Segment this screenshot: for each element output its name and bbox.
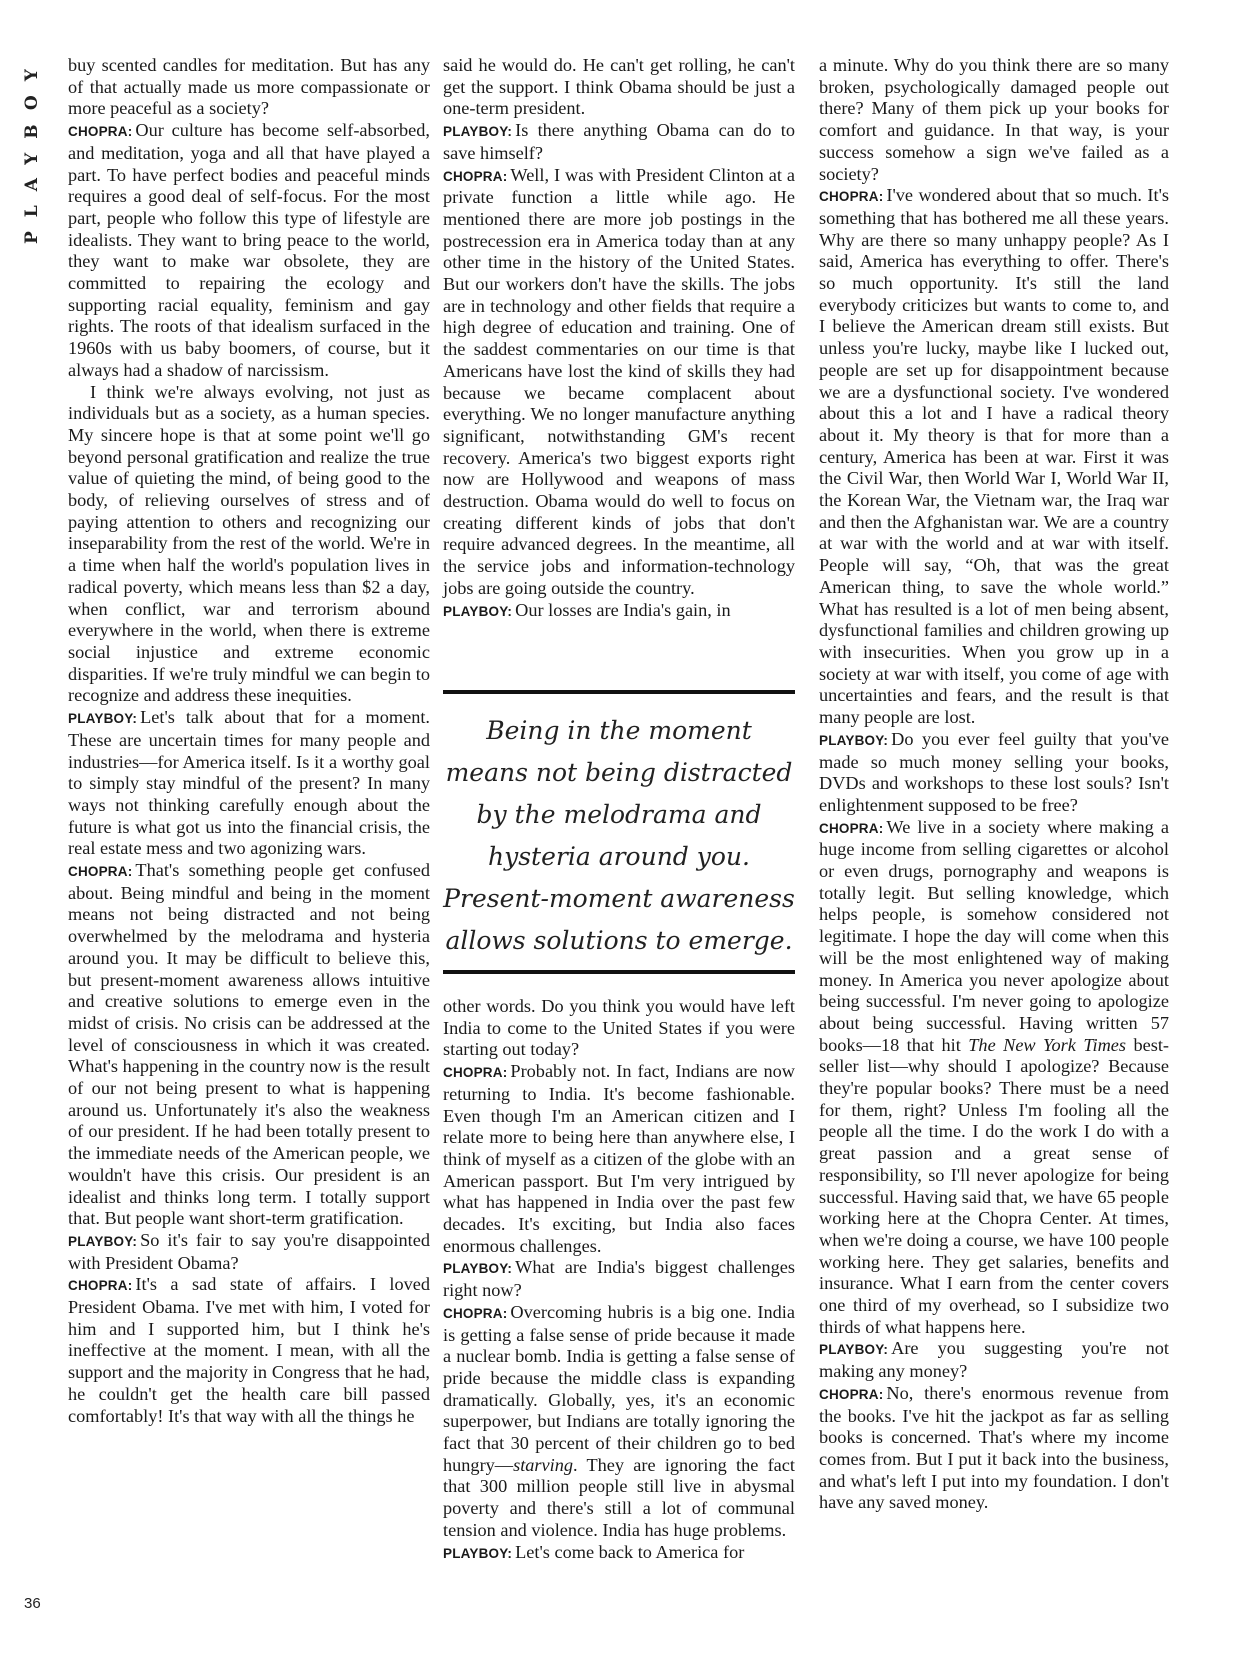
speaker-label: PLAYBOY:: [68, 711, 138, 727]
paragraph: other words. Do you think you would have left India to come to the United States if you were starting out today?: [443, 996, 795, 1060]
paragraph-text: That's something people get confused about. Being mindful and being in the moment means not being distracted and not being overwhelmed by the melodrama and hysteria around you. It may be difficult to believe this, but present-moment awareness allows intuitive and creative solutions to emerge even in the midst of crisis. No crisis can be addressed at the level of consciousness in which it was created. What's happening in the country now is the result of our not being present to what is happening around us. Unfortunately it's also the weakness of our president. If he had been totally present to the immediate needs of the American people, we wouldn't have this crisis. Our president is an idealist and thinks long term. I totally support that. But people want short-term gratification.: [68, 860, 430, 1229]
paragraph: [443, 1542, 795, 1565]
paragraph: [443, 165, 795, 600]
speaker-label: PLAYBOY:: [819, 732, 889, 748]
paragraph: [443, 600, 795, 623]
speaker-label: PLAYBOY:: [443, 1261, 513, 1277]
speaker-label: CHOPRA:: [819, 1386, 884, 1402]
speaker-label: CHOPRA:: [443, 168, 508, 184]
paragraph: [68, 860, 430, 1230]
speaker-label: CHOPRA:: [443, 1305, 508, 1321]
speaker-label: PLAYBOY:: [443, 603, 513, 619]
paragraph: a minute. Why do you think there are so many broken, psychologically damaged people out there? Many of them pick up your books for comfort and guidance. In that way, is your success somehow a sign we've failed as a society?: [819, 55, 1169, 184]
paragraph-text: Overcoming hubris is a big one. India is getting a false sense of pride because it made a nuclear bomb. India is getting a false sense of pride because the middle class is expanding dramatically. Globally, yes, it's an economic superpower, but Indians are totally ignoring the fact that 30 percent of their children go to bed hungry—: [443, 1301, 795, 1475]
speaker-label: CHOPRA:: [443, 1065, 508, 1081]
article-column-2-top: [443, 55, 795, 622]
paragraph-text: Are you suggesting you're not making any money?: [819, 1338, 1169, 1382]
paragraph: I think we're always evolving, not just as individuals but as a society, as a human species. My sincere hope is that at some point we'll go beyond personal gratification and realize the true value of quieting the mind, of being good to the body, of relieving ourselves of stress and of paying attention to others and recognizing our inseparability from the rest of the world. We're in a time when half the world's population lives in radical poverty, which means less than $2 a day, when conflict, war and terrorism abound everywhere in the world, when there is extreme social injustice and extreme economic disparities. If we're truly mindful we can begin to recognize and address these inequities.: [68, 381, 430, 706]
paragraph: said he would do. He can't get rolling, he can't get the support. I think Obama should be just a one-term president.: [443, 55, 795, 119]
speaker-label: CHOPRA:: [68, 864, 133, 880]
paragraph-text: Probably not. In fact, Indians are now returning to India. It's become fashionable. Even though I'm an American citizen and I relate more to being here than anywhere else, I think of myself as a citizen of the globe with an American passport. But I'm very intrigued by what has happened in India over the past few decades. It's exciting, but India also faces enormous challenges.: [443, 1061, 795, 1256]
paragraph-text: Well, I was with President Clinton at a private function a little while ago. He mentioned there are more job postings in the postrecession era in America today than at any other time in the history of the United States. But our workers don't have the skills. The jobs are in technology and other fields that require a high degree of education and training. One of the saddest commentaries on our time is that Americans have lost the kind of skills they had because we became complacent about everything. We no longer manufacture anything significant, notwithstanding GM's recent recovery. America's two biggest exports right now are Hollywood and weapons of mass destruction. Obama would do well to focus on creating different kinds of jobs that don't require advanced degrees. In the meantime, all the service jobs and information-technology jobs are going outside the country.: [443, 164, 795, 598]
paragraph-text: What are India's biggest challenges right now?: [443, 1257, 795, 1301]
paragraph: [819, 817, 1169, 1339]
paragraph-text: best-seller list—why should I apologize? Because they're popular books? There must be a need for them, right? Unless I'm fooling all the people all the time. I do the work I do with a great passion and a great sense of responsibility, so I'll never apologize for being successful. Having said that, we have 65 people working here at the Chopra Center. At times, when we're doing a course, we have 100 people working here. They get salaries, benefits and insurance. What I earn from the center covers one third of my overhead, so I subsidize two thirds of what happens here.: [819, 1034, 1170, 1337]
paragraph: [443, 1302, 795, 1542]
paragraph-text: No, there's enormous revenue from the books. I've hit the jackpot as far as selling books is concerned. That's where my income comes from. But I put it back into the business, and what's left I put into my foundation. I don't have any saved money.: [819, 1382, 1169, 1513]
paragraph-text: Our culture has become self-absorbed, and meditation, yoga and all that have played a part. To have perfect bodies and peaceful minds requires a good deal of self-focus. For the most part, people who follow this type of lifestyle are idealists. They want to bring peace to the world, they want to make war obsolete, they are committed to repairing the ecology and supporting racial equality, feminism and gay rights. The roots of that idealism surfaced in the 1960s with us baby boomers, of course, but it always had a shadow of narcissism.: [68, 120, 430, 380]
paragraph-text: Do you ever feel guilty that you've made so much money selling your books, DVDs and workshops to these lost souls? Isn't enlightenment supposed to be free?: [819, 728, 1169, 815]
paragraph-text: Let's talk about that for a moment. These are uncertain times for many people and industries—for America itself. Is it a worthy goal to simply stay mindful of the present? In many ways not thinking carefully enough about the future is what got us into the financial crisis, the real estate mess and two agonizing wars.: [68, 707, 430, 859]
paragraph: [68, 1274, 430, 1427]
paragraph-text: I've wondered about that so much. It's something that has bothered me all these years. Why are there so many unhappy people? As I said, America has everything to offer. There's so much opportunity. It's still the land everybody criticizes but wants to come to, and I believe the American dream still exists. But unless you're lucky, maybe like I lucked out, people are set up for disappointment because we are a dysfunctional society. I've wondered about this a lot and I have a radical theory about it. My theory is that for more than a century, America has been at war. First it was the Civil War, then World War I, World War II, the Korean War, the Vietnam war, the Iraq war and then the Afghanistan war. We are a country at war with the world and at war with itself. People will say, “Oh, that was the great American thing, to save the whole world.” What has resulted is a lot of men being absent, dysfunctional families and children growing up with insecurities. When you grow up in a society at war with itself, you come of age with uncertainties and fears, and the result is that many people are lost.: [819, 185, 1169, 728]
paragraph: [443, 120, 795, 164]
speaker-label: CHOPRA:: [819, 189, 884, 205]
paragraph-text: Let's come back to America for: [515, 1541, 745, 1562]
speaker-label: CHOPRA:: [68, 1278, 133, 1294]
article-column-1: [68, 55, 430, 1427]
article-column-3: [819, 55, 1169, 1514]
paragraph-text: We live in a society where making a huge income from selling cigarettes or alcohol or even drugs, pornography and weapons is totally legit. But selling knowledge, which helps people, is somehow considered not legitimate. I hope the day will come when this will be the most enlightened way of making money. In America you never apologize about being successful. I'm never going to apologize about being successful. Having written 57 books—18 that hit: [819, 816, 1169, 1055]
paragraph-text: It's a sad state of affairs. I loved President Obama. I've met with him, I voted for him and I supported him, but I think he's ineffective at the moment. I mean, with all the support and the majority in Congress that he had, he couldn't get the health care bill passed comfortably! It's that way with all the things he: [68, 1274, 430, 1426]
paragraph: buy scented candles for meditation. But has any of that actually made us more compassionate or more peaceful as a society?: [68, 55, 430, 119]
paragraph: [819, 1338, 1169, 1382]
paragraph: [68, 1230, 430, 1274]
speaker-label: CHOPRA:: [68, 124, 133, 140]
emphasis: starving: [513, 1454, 574, 1475]
paragraph: [819, 1383, 1169, 1514]
paragraph-text: Our losses are India's gain, in: [515, 599, 731, 620]
pull-quote: Being in the moment means not being distracted by the melodrama and hysteria around you. Present-moment awareness allows solutions to emerge.: [443, 690, 795, 974]
paragraph-text: Is there anything Obama can do to save himself?: [443, 120, 795, 163]
paragraph: [68, 120, 430, 381]
speaker-label: PLAYBOY:: [443, 124, 513, 140]
article-column-2-bottom: [443, 996, 795, 1564]
masthead-playboy: PLAYBOY: [22, 55, 42, 245]
speaker-label: PLAYBOY:: [443, 1545, 513, 1561]
paragraph: [443, 1257, 795, 1301]
paragraph-text: So it's fair to say you're disappointed with President Obama?: [68, 1229, 430, 1273]
paragraph: [443, 1061, 795, 1257]
speaker-label: PLAYBOY:: [68, 1233, 138, 1249]
page-number: 36: [24, 1595, 41, 1612]
speaker-label: PLAYBOY:: [819, 1342, 889, 1358]
speaker-label: CHOPRA:: [819, 820, 884, 836]
paragraph: [68, 707, 430, 860]
paragraph: [819, 185, 1169, 729]
paragraph-text: . They are ignoring the fact that 300 million people still live in abysmal poverty and there's still a lot of communal tension and violence. India has huge problems.: [443, 1454, 795, 1540]
emphasis: The New York Times: [968, 1034, 1127, 1055]
paragraph: [819, 729, 1169, 817]
